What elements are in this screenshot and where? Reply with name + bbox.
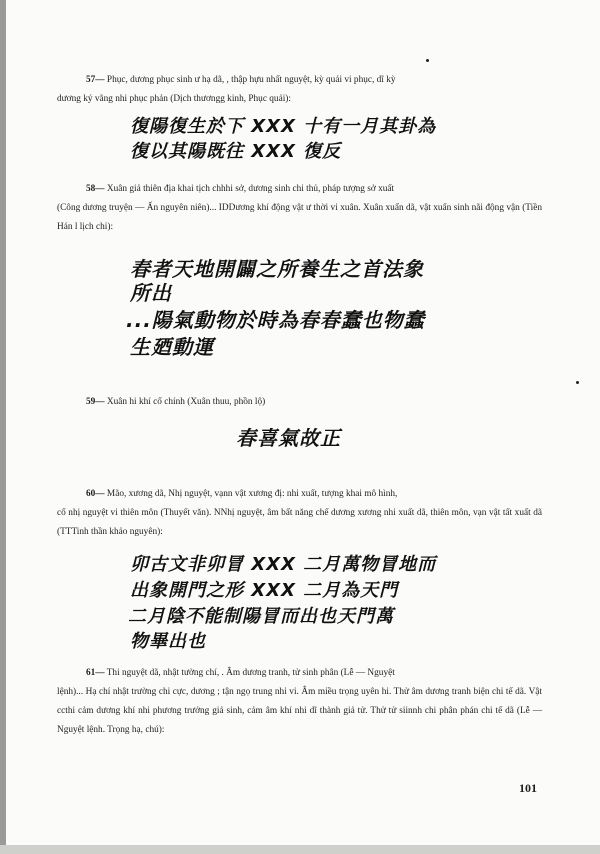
entry-57-text	[57, 71, 542, 109]
entry-text-continuation: (Công dương truyện — Ấn nguyên niên)... IDDương khí động vật ư thời vi xuân. Xuân xuẩn dã, vật xuẩn sinh nãi động vận (Tiền Hán l lịch chi):	[57, 203, 542, 232]
entry-58-han-line-1: 春者天地開闢之所養生之首法象	[130, 257, 424, 281]
ink-speck	[576, 381, 579, 384]
entry-number: 60—	[86, 489, 105, 499]
entry-60-han-line-2: 出象開門之形 XXX 二月為天門	[130, 580, 399, 601]
entry-61-text	[57, 664, 542, 740]
entry-58-han-line-2: 所出	[130, 281, 172, 305]
entry-text-line: Mão, xương dã, Nhị nguyệt, vạnn vật xương đị: nhi xuất, tượng khai mô hình,	[106, 489, 398, 499]
entry-text-line: Thi nguyệt dã, nhật tường chí, . Âm dương tranh, tử sinh phân (Lễ — Nguyệt	[106, 668, 395, 678]
page-number: 101	[519, 781, 537, 795]
entry-58-text	[57, 180, 542, 237]
entry-60-han-line-1: 卯古文非卯冒 XXX 二月萬物冒地而	[130, 554, 437, 575]
entry-text-line: Phục, dương phục sinh ư hạ dã, , thập hựu nhất nguyệt, kỳ quải vi phục, dĩ kỳ	[106, 75, 396, 85]
entry-60-text	[57, 485, 542, 542]
entry-60-han-line-3: 二月陰不能制陽冒而出也天門萬	[128, 606, 394, 627]
entry-text-line: Xuân hi khí cố chính (Xuân thuu, phồn lộ)	[106, 397, 266, 407]
entry-57-han-line-2: 復以其陽既往 XXX 復反	[130, 141, 342, 162]
entry-text-continuation: cố nhị nguyệt vi thiên môn (Thuyết văn). NNhị nguyệt, âm bất năng chế dương xương nhi xuất dã, thiên môn, vạn vật tất xuất dã (TTTinh thần khảo nguyên):	[57, 508, 542, 537]
entry-57-han-line-1: 復陽復生於下 XXX 十有一月其卦為	[130, 116, 437, 137]
entry-number: 57—	[86, 75, 105, 85]
entry-number: 58—	[86, 184, 105, 194]
entry-58-han-line-3: ...陽氣動物於時為春春蠢也物蠢	[126, 308, 425, 332]
entry-59-text	[86, 393, 542, 412]
entry-58-han-line-4: 生廼動運	[130, 335, 214, 359]
entry-60-han-line-4: 物畢出也	[130, 631, 206, 652]
page-bottom-edge-shadow	[0, 845, 600, 854]
entry-59-han-line-1: 春喜氣故正	[236, 426, 341, 450]
ink-speck	[426, 59, 429, 62]
entry-text-continuation: lệnh)... Hạ chí nhật trường chi cực, dương ; tận ngọ trung nhi vi. Âm miều trọng uyên hi. Thử âm dương tranh biện chi tế dã. Vật ccthi cảm dương khí nhi phương trưởng giả sinh, cảm âm khí nhi dĩ thành giả tử. Thử tử siinnh chi phân phán chi tế dã (Lễ — Nguyệt lệnh. Trọng hạ, chú):	[57, 687, 542, 735]
entry-text-continuation: dương ký vãng nhi phục phản (Dịch thươngg kinh, Phục quải):	[57, 94, 291, 104]
entry-number: 61—	[86, 668, 105, 678]
entry-text-line: Xuân giả thiên địa khai tịch chhhi sở, dương sinh chi thủ, pháp tượng sở xuất	[106, 184, 395, 194]
entry-number: 59—	[86, 397, 105, 407]
page-left-edge-shadow	[0, 0, 6, 854]
